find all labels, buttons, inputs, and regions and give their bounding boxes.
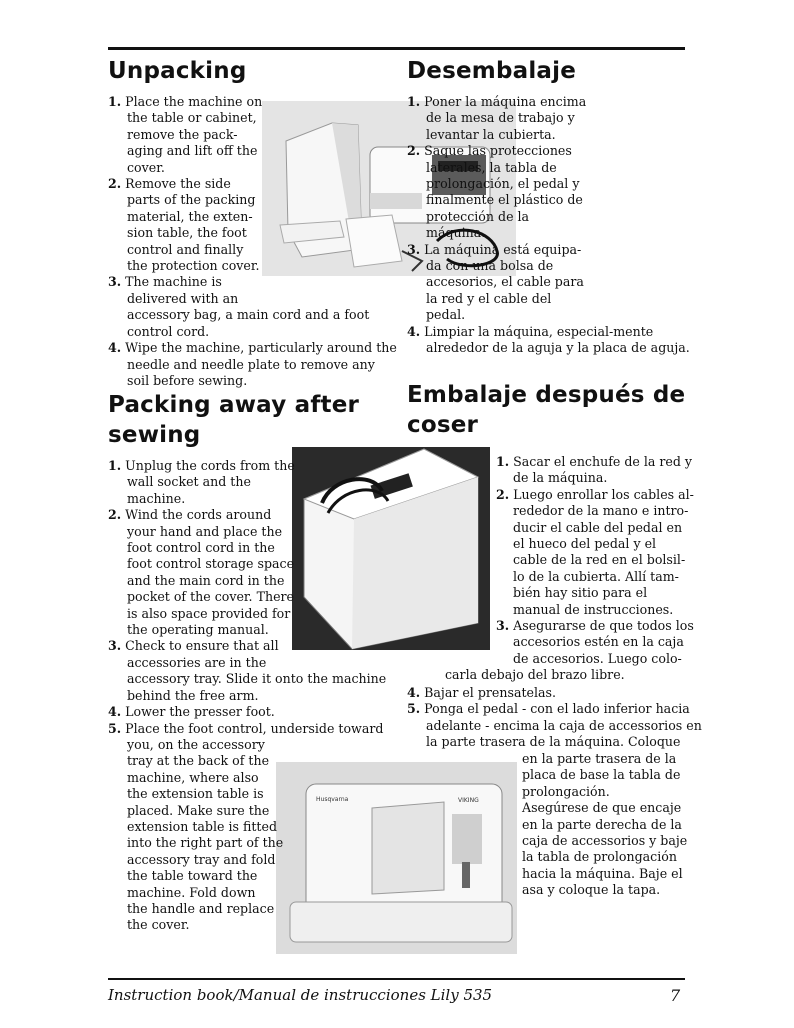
step-text: the protection cover. — [127, 258, 260, 274]
text-line — [108, 474, 386, 490]
step-text: Saque las protecciones — [420, 143, 572, 159]
step-text: Sacar el enchufe de la red y — [509, 454, 693, 469]
text-line — [407, 274, 690, 290]
text-line — [108, 307, 397, 323]
step-text: The machine is — [121, 274, 222, 290]
step-text: levantar la cubierta. — [426, 126, 556, 142]
text-line — [108, 110, 397, 126]
text-line: hacia la máquina. Baje el — [522, 865, 683, 881]
text-line — [108, 357, 397, 373]
heading-packing-line1: Packing away after — [108, 392, 360, 418]
step-text: needle and needle plate to remove any — [127, 356, 375, 372]
text-line — [108, 258, 397, 274]
step-text: manual de instrucciones. — [513, 601, 674, 617]
text-line — [108, 507, 386, 523]
step-text: the table or cabinet, — [127, 110, 257, 126]
heading-embalaje-line1: Embalaje después de — [407, 382, 686, 408]
step-text: the handle and replace — [127, 900, 275, 916]
step-text: de accesorios. Luego colo- — [513, 650, 682, 666]
text-line — [108, 589, 386, 605]
step-number: 2. — [496, 486, 510, 502]
text-line: Asegúrese de que encaje — [522, 800, 682, 816]
text-line — [108, 868, 386, 884]
bottom-rule — [108, 978, 685, 980]
step-text: Place the foot control, underside toward — [121, 720, 384, 736]
text-line — [108, 770, 386, 786]
text-line — [496, 503, 694, 519]
step-text: de la mesa de trabajo y — [426, 110, 575, 126]
heading-packing-line2: sewing — [108, 422, 201, 448]
text-line — [407, 734, 702, 750]
text-line — [108, 901, 386, 917]
step-number: 4. — [407, 685, 421, 700]
step-text: Wipe the machine, particularly around the — [121, 340, 397, 356]
text-line — [108, 291, 397, 307]
step-number: 2. — [108, 176, 122, 192]
step-number: 4. — [407, 323, 421, 339]
step-text: accessory bag, a main cord and a foot — [127, 307, 370, 323]
text-line — [108, 324, 397, 340]
text-line — [108, 127, 397, 143]
step-text: the table toward the — [127, 868, 258, 884]
text-line — [108, 274, 397, 290]
text-line — [496, 536, 694, 552]
text-line — [496, 552, 694, 568]
text-line — [108, 606, 386, 622]
step-text: Poner la máquina encima — [420, 94, 587, 109]
step-text: accessory tray and fold — [127, 851, 276, 867]
text-line — [108, 458, 386, 474]
text-line — [496, 602, 694, 618]
brand-viking: VIKING — [458, 797, 479, 804]
step-number: 4. — [108, 340, 122, 356]
step-text: Wind the cords around — [121, 507, 272, 523]
text-line — [407, 225, 690, 241]
step-number: 1. — [407, 94, 421, 109]
text-line — [407, 94, 690, 110]
step-text: foot control storage space — [127, 556, 295, 572]
step-text: protección de la — [426, 208, 530, 224]
step-number: 2. — [108, 507, 122, 523]
step-text: the operating manual. — [127, 622, 269, 638]
step-text: laterales, la tabla de — [426, 159, 557, 175]
text-line — [108, 622, 386, 638]
text-line — [407, 192, 690, 208]
text-line — [108, 540, 386, 556]
embalaje-steps-wrap — [522, 751, 687, 899]
text-line — [108, 852, 386, 868]
text-line — [407, 701, 702, 717]
text-line — [108, 835, 386, 851]
text-line — [407, 110, 690, 126]
text-line: prolongación. — [522, 783, 610, 799]
text-line — [108, 688, 386, 704]
text-line — [108, 192, 397, 208]
step-text: cover. — [127, 159, 165, 175]
text-line — [108, 753, 386, 769]
text-line — [108, 885, 386, 901]
embalaje-steps-continued — [407, 685, 702, 751]
text-line — [445, 667, 694, 683]
text-line — [407, 258, 690, 274]
step-text: carla debajo del brazo libre. — [445, 667, 625, 683]
page-number: 7 — [670, 986, 681, 1005]
step-text: accessories are in the — [127, 654, 267, 670]
step-text: you, on the accessory — [127, 736, 265, 752]
step-number: 3. — [496, 618, 510, 634]
step-text: Ponga el pedal - con el lado inferior hacia — [420, 701, 690, 717]
step-text: into the right part of the — [127, 835, 284, 851]
text-line — [407, 685, 702, 701]
step-number: 1. — [496, 454, 510, 469]
text-line: caja de accessorios y baje — [522, 833, 688, 849]
text-line — [108, 491, 386, 507]
step-text: accessory tray. Slide it onto the machine — [127, 671, 387, 687]
brand-husqvarna: Husqvarna — [316, 796, 349, 803]
step-number: 1. — [108, 94, 122, 109]
step-text: Unplug the cords from the — [121, 458, 295, 473]
text-line — [108, 704, 386, 720]
text-line — [108, 176, 397, 192]
step-text: pocket of the cover. There — [127, 589, 295, 605]
step-text: lo de la cubierta. Allí tam- — [513, 568, 679, 584]
step-text: control and finally — [127, 241, 244, 257]
text-line: la tabla de prolongación — [522, 849, 677, 865]
desembalaje-steps — [407, 94, 690, 357]
unpacking-steps — [108, 94, 397, 389]
step-text: delivered with an — [127, 290, 239, 306]
step-text: the cover. — [127, 917, 190, 933]
text-line — [108, 655, 386, 671]
step-text: La máquina está equipa- — [420, 241, 582, 257]
text-line — [108, 94, 397, 110]
step-text: machine, where also — [127, 769, 259, 785]
text-line — [407, 127, 690, 143]
text-line — [496, 569, 694, 585]
step-text: pedal. — [426, 307, 466, 323]
text-line — [108, 917, 386, 933]
step-number: 5. — [407, 701, 421, 717]
packing-steps — [108, 458, 386, 934]
step-number: 3. — [407, 241, 421, 257]
text-line — [407, 209, 690, 225]
step-text: adelante - encima la caja de accessorios en — [426, 717, 702, 733]
step-text: Limpiar la máquina, especial-mente — [420, 323, 654, 339]
step-text: da con una bolsa de — [426, 258, 554, 274]
text-line: en la parte derecha de la — [522, 816, 682, 832]
step-text: prolongación, el pedal y — [426, 176, 580, 192]
step-text: is also space provided for — [127, 605, 291, 621]
text-line — [108, 721, 386, 737]
text-line — [496, 520, 694, 536]
step-text: finalmente el plástico de — [426, 192, 583, 208]
text-line — [407, 143, 690, 159]
text-line — [496, 454, 694, 470]
text-line — [108, 556, 386, 572]
step-text: accesorios, el cable para — [426, 274, 584, 290]
step-text: material, the exten- — [127, 208, 253, 224]
step-text: parts of the packing — [127, 192, 256, 208]
text-line — [496, 634, 694, 650]
text-line — [496, 585, 694, 601]
step-text: control cord. — [127, 323, 210, 339]
step-text: Luego enrollar los cables al- — [509, 486, 694, 502]
text-line — [496, 651, 694, 667]
step-number: 3. — [108, 274, 122, 290]
step-text: la red y el cable del — [426, 290, 552, 306]
step-text: sion table, the foot — [127, 225, 247, 241]
text-line — [407, 291, 690, 307]
text-line: placa de base la tabla de — [522, 767, 681, 783]
heading-embalaje-line2: coser — [407, 412, 479, 438]
text-line — [108, 225, 397, 241]
step-number: 4. — [108, 704, 122, 720]
step-text: tray at the back of the — [127, 753, 270, 769]
text-line — [496, 470, 694, 486]
step-text: cable de la red en el bolsil- — [513, 552, 686, 568]
step-text: el hueco del pedal y el — [513, 536, 657, 552]
heading-desembalaje: Desembalaje — [407, 58, 577, 84]
step-text: machine. — [127, 490, 186, 506]
text-line — [108, 524, 386, 540]
step-text: rededor de la mano e intro- — [513, 503, 689, 519]
step-text: Remove the side — [121, 176, 231, 192]
text-line — [407, 324, 690, 340]
step-text: de la máquina. — [513, 470, 608, 486]
step-text: your hand and place the — [127, 523, 283, 539]
step-text: behind the free arm. — [127, 687, 259, 703]
text-line — [108, 573, 386, 589]
text-line — [108, 786, 386, 802]
text-line — [108, 242, 397, 258]
text-line — [108, 209, 397, 225]
embalaje-steps — [445, 454, 694, 684]
step-number: 5. — [108, 720, 122, 736]
step-number: 1. — [108, 458, 122, 473]
text-line: en la parte trasera de la — [522, 751, 677, 766]
step-text: remove the pack- — [127, 126, 238, 142]
step-text: Lower the presser foot. — [121, 704, 275, 720]
step-text: ducir el cable del pedal en — [513, 519, 683, 535]
step-text: foot control cord in the — [127, 540, 275, 556]
text-line — [407, 176, 690, 192]
text-line — [407, 340, 690, 356]
text-line — [407, 160, 690, 176]
step-text: soil before sewing. — [127, 372, 248, 388]
step-text: Asegurarse de que todos los — [509, 618, 694, 634]
footer-title: Instruction book/Manual de instrucciones Lily 535 — [108, 986, 493, 1004]
text-line — [407, 242, 690, 258]
step-text: Check to ensure that all — [121, 638, 279, 654]
text-line — [496, 487, 694, 503]
text-line — [108, 803, 386, 819]
step-text: placed. Make sure the — [127, 802, 270, 818]
text-line — [108, 373, 397, 389]
step-text: accesorios estén en la caja — [513, 634, 684, 650]
step-text: and the main cord in the — [127, 572, 285, 588]
text-line — [496, 618, 694, 634]
step-text: wall socket and the — [127, 474, 251, 490]
top-rule — [108, 47, 685, 50]
text-line — [407, 307, 690, 323]
text-line — [407, 718, 702, 734]
step-number: 3. — [108, 638, 122, 654]
text-line — [108, 160, 397, 176]
text-line — [108, 819, 386, 835]
text-line — [108, 638, 386, 654]
step-text: bién hay sitio para el — [513, 585, 648, 601]
step-text: máquina. — [426, 225, 486, 241]
step-text: aging and lift off the — [127, 143, 258, 159]
step-text: Place the machine on — [121, 94, 263, 109]
step-text: extension table is fitted — [127, 818, 278, 834]
step-text: la parte trasera de la máquina. Coloque — [426, 734, 681, 750]
step-number: 2. — [407, 143, 421, 159]
text-line — [108, 143, 397, 159]
text-line — [108, 340, 397, 356]
step-text: alrededor de la aguja y la placa de aguja. — [426, 340, 690, 356]
step-text: machine. Fold down — [127, 884, 256, 900]
heading-unpacking: Unpacking — [108, 58, 247, 84]
step-text: the extension table is — [127, 786, 264, 802]
text-line — [108, 737, 386, 753]
text-line — [108, 671, 386, 687]
step-text: Bajar el prensatelas. — [420, 685, 556, 700]
text-line: asa y coloque la tapa. — [522, 882, 661, 898]
